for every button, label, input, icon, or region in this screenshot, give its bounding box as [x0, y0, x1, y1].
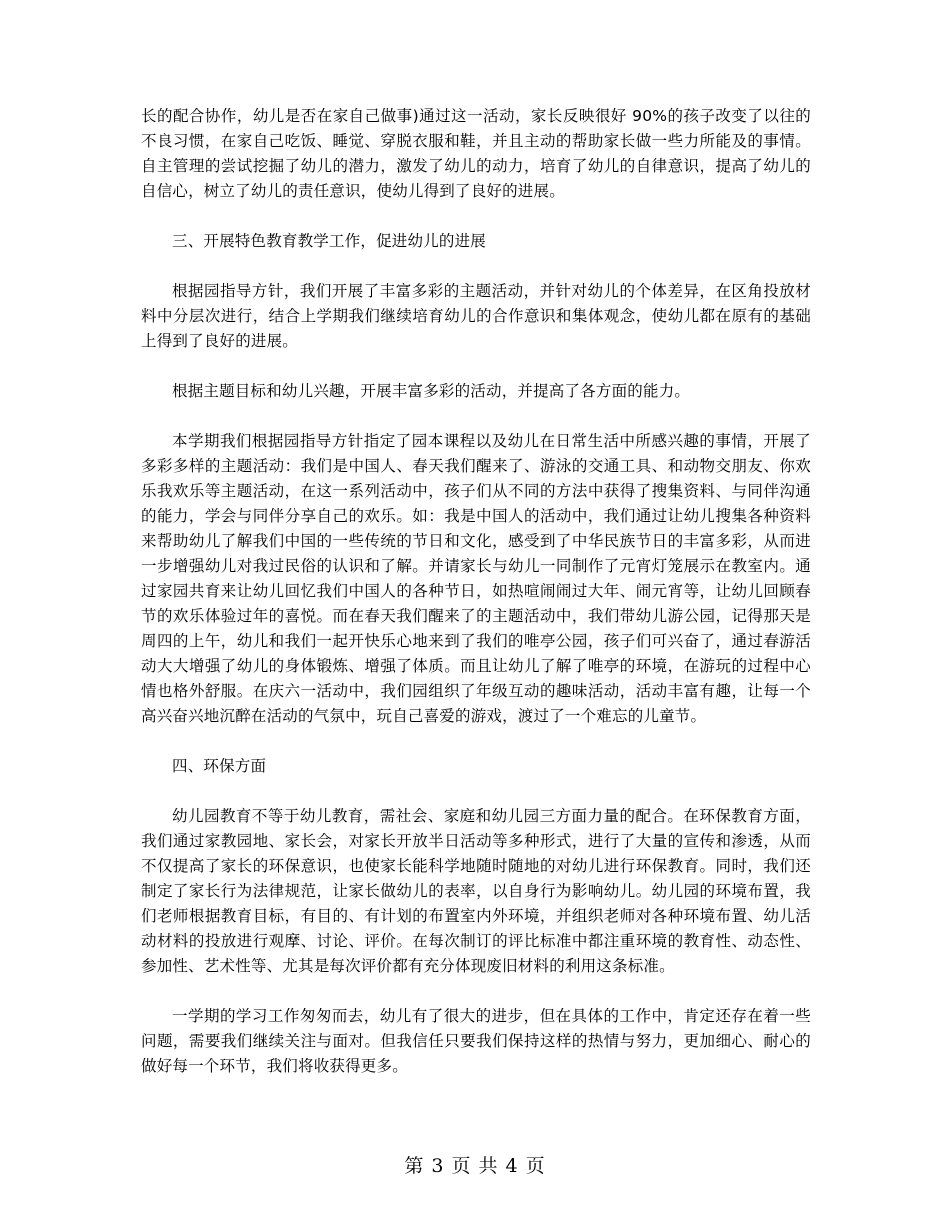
paragraph-continuation: 长的配合协作，幼儿是否在家自己做事)通过这一活动，家长反映很好 90%的孩子改变了以往的不良习惯，在家自己吃饭、睡觉、穿脱衣服和鞋，并且主动的帮助家长做一些力所能及的事情。自主管理的尝试挖掘了幼儿的潜力，激发了幼儿的动力，培育了幼儿的自律意识，提高了幼儿的自信心，树立了幼儿的责任意识，使幼儿得到了良好的进展。 [141, 107, 811, 200]
paragraph: 一学期的学习工作匆匆而去，幼儿有了很大的进步，但在具体的工作中，肯定还存在着一些问题，需要我们继续关注与面对。但我信任只要我们保持这样的热情与努力，更加细心、耐心的做好每一个环节，我们将收获得更多。 [141, 1007, 811, 1075]
paragraph: 幼儿园教育不等于幼儿教育，需社会、家庭和幼儿园三方面力量的配合。在环保教育方面，我们通过家教园地、家长会，对家长开放半日活动等多种形式，进行了大量的宣传和渗透，从而不仅提高了家长的环保意识，也使家长能科学地随时随地的对幼儿进行环保教育。同时，我们还制定了家长行为法律规范，让家长做幼儿的表率，以自身行为影响幼儿。幼儿园的环境布置，我们老师根据教育目标，有目的、有计划的布置室内外环境，并组织老师对各种环境布置、幼儿活动材料的投放进行观摩、讨论、评价。在每次制订的评比标准中都注重环境的教育性、动态性、参加性、艺术性等、尤其是每次评价都有充分体现废旧材料的利用这条标准。 [141, 807, 811, 975]
section-heading-4: 四、环保方面 [172, 757, 267, 775]
paragraph: 根据园指导方针，我们开展了丰富多彩的主题活动，并针对幼儿的个体差异，在区角投放材料中分层次进行，结合上学期我们继续培育幼儿的合作意识和集体观念，使幼儿都在原有的基础上得到了良好的进展。 [141, 282, 811, 350]
page-number-footer: 第 3 页 共 4 页 [404, 1155, 546, 1177]
section-heading-3: 三、开展特色教育教学工作，促进幼儿的进展 [172, 232, 487, 250]
document-body [141, 104, 811, 1104]
paragraph: 本学期我们根据园指导方针指定了园本课程以及幼儿在日常生活中所感兴趣的事情，开展了多彩多样的主题活动：我们是中国人、春天我们醒来了、游泳的交通工具、和动物交朋友、你欢乐我欢乐等主题活动，在这一系列活动中，孩子们从不同的方法中获得了搜集资料、与同伴沟通的能力，学会与同伴分享自己的欢乐。如：我是中国人的活动中，我们通过让幼儿搜集各种资料来帮助幼儿了解我们中国的一些传统的节日和文化，感受到了中华民族节日的丰富多彩，从而进一步增强幼儿对我过民俗的认识和了解。并请家长与幼儿一同制作了元宵灯笼展示在教室内。通过家园共育来让幼儿回忆我们中国人的各种节日，如热喧闹闹过大年、闹元宵等，让幼儿回顾春节的欢乐体验过年的喜悦。而在春天我们醒来了的主题活动中，我们带幼儿游公园，记得那天是周四的上午，幼儿和我们一起开快乐心地来到了我们的唯亭公园，孩子们可兴奋了，通过春游活动大大增强了幼儿的身体锻炼、增强了体质。而且让幼儿了解了唯亭的环境，在游玩的过程中心情也格外舒服。在庆六一活动中，我们园组织了年级互动的趣味活动，活动丰富有趣，让每一个高兴奋兴地沉醉在活动的气氛中，玩自己喜爱的游戏，渡过了一个难忘的儿童节。 [141, 432, 811, 725]
paragraph: 根据主题目标和幼儿兴趣，开展丰富多彩的活动，并提高了各方面的能力。 [172, 382, 691, 400]
